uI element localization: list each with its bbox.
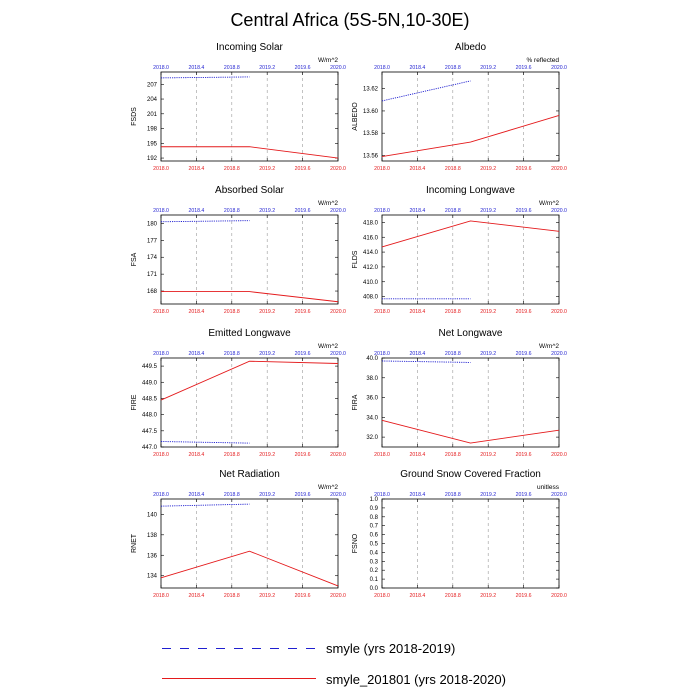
x-tick-label-top: 2018.0	[153, 351, 169, 357]
y-axis-label-flds: FLDS	[352, 250, 359, 269]
x-tick-label-bottom: 2019.6	[515, 593, 532, 599]
y-tick-label: 204	[146, 97, 157, 104]
series-line-smyle-201801-yrs-2018-2020	[382, 115, 559, 156]
x-tick-label-bottom: 2018.8	[444, 309, 461, 315]
x-tick-label-top: 2019.6	[515, 492, 532, 498]
x-tick-label-top: 2018.8	[223, 492, 240, 498]
y-tick-label: 13.56	[362, 153, 378, 160]
x-tick-label-bottom: 2019.2	[259, 452, 276, 458]
y-tick-label: 447.0	[141, 445, 157, 451]
x-tick-label-top: 2020.0	[551, 208, 567, 214]
x-tick-label-top: 2018.8	[444, 492, 461, 498]
x-tick-label-bottom: 2018.0	[374, 166, 390, 172]
panel-title-rnet: Net Radiation	[219, 469, 280, 480]
units-label-flds: W/m^2	[538, 200, 559, 207]
x-tick-label-top: 2018.4	[409, 208, 426, 214]
y-tick-label: 447.5	[141, 428, 157, 435]
panel-fire	[131, 328, 346, 458]
x-tick-label-top: 2019.2	[259, 492, 276, 498]
x-tick-label-bottom: 2020.0	[330, 166, 346, 172]
figure-title: Central Africa (5S-5N,10-30E)	[230, 10, 470, 30]
x-tick-label-bottom: 2020.0	[330, 309, 346, 315]
series-line-smyle-201801-yrs-2018-2020	[161, 551, 338, 586]
x-tick-label-bottom: 2020.0	[551, 452, 567, 458]
x-tick-label-bottom: 2018.4	[409, 166, 426, 172]
x-tick-label-bottom: 2019.6	[294, 452, 311, 458]
panel-title-fsa: Absorbed Solar	[215, 185, 284, 196]
x-tick-label-top: 2018.0	[153, 492, 169, 498]
series-line-smyle-201801-yrs-2018-2020	[161, 361, 338, 400]
y-tick-label: 416.0	[362, 235, 378, 242]
x-tick-label-top: 2018.0	[153, 65, 169, 71]
x-tick-label-bottom: 2020.0	[330, 452, 346, 458]
x-tick-label-bottom: 2019.2	[480, 309, 497, 315]
x-tick-label-bottom: 2019.2	[259, 309, 276, 315]
y-tick-label: 449.5	[141, 364, 157, 371]
x-tick-label-top: 2019.6	[515, 351, 532, 357]
panel-albedo	[352, 42, 567, 172]
y-tick-label: 0.6	[369, 532, 378, 539]
y-axis-label-fire: FIRE	[131, 394, 138, 411]
x-tick-label-top: 2018.8	[444, 208, 461, 214]
x-tick-label-top: 2018.4	[188, 208, 205, 214]
x-tick-label-top: 2018.4	[188, 65, 205, 71]
x-tick-label-top: 2018.0	[374, 492, 390, 498]
x-tick-label-top: 2018.0	[153, 208, 169, 214]
y-tick-label: 0.9	[369, 505, 378, 512]
x-tick-label-top: 2019.2	[259, 208, 276, 214]
panel-fsa	[131, 185, 346, 315]
panel-fsds	[131, 42, 346, 172]
x-tick-label-bottom: 2019.6	[294, 593, 311, 599]
units-label-albedo: % reflected	[526, 57, 559, 64]
y-tick-label: 36.0	[366, 395, 378, 402]
y-tick-label: 207	[146, 82, 157, 89]
y-tick-label: 38.0	[366, 375, 378, 382]
x-tick-label-bottom: 2018.4	[188, 452, 205, 458]
y-tick-label: 410.0	[362, 279, 378, 286]
x-tick-label-bottom: 2020.0	[330, 593, 346, 599]
x-tick-label-top: 2019.6	[515, 65, 532, 71]
x-tick-label-bottom: 2018.0	[374, 593, 390, 599]
x-tick-label-bottom: 2018.4	[188, 593, 205, 599]
panel-title-fsds: Incoming Solar	[216, 42, 283, 53]
y-tick-label: 412.0	[362, 264, 378, 271]
x-tick-label-top: 2020.0	[551, 65, 567, 71]
y-tick-label: 174	[146, 255, 157, 262]
x-tick-label-top: 2018.4	[188, 351, 205, 357]
x-tick-label-top: 2018.4	[409, 351, 426, 357]
y-tick-label: 180	[146, 221, 157, 228]
y-tick-label: 192	[146, 156, 157, 163]
x-tick-label-top: 2018.4	[409, 492, 426, 498]
x-tick-label-bottom: 2018.8	[223, 309, 240, 315]
y-axis-label-albedo: ALBEDO	[352, 102, 359, 131]
x-tick-label-top: 2019.2	[259, 65, 276, 71]
legend-label-smyle-201801: smyle_201801 (yrs 2018-2020)	[326, 672, 506, 687]
y-tick-label: 0.8	[369, 514, 378, 521]
x-tick-label-bottom: 2018.0	[153, 309, 169, 315]
x-tick-label-bottom: 2019.2	[259, 166, 276, 172]
x-tick-label-bottom: 2018.8	[223, 452, 240, 458]
series-line-smyle-yrs-2018-2019	[382, 81, 471, 101]
y-tick-label: 0.1	[369, 577, 378, 584]
x-tick-label-bottom: 2019.2	[480, 166, 497, 172]
x-tick-label-top: 2019.2	[480, 351, 497, 357]
units-label-rnet: W/m^2	[317, 484, 338, 491]
x-tick-label-bottom: 2018.0	[153, 593, 169, 599]
y-tick-label: 0.2	[369, 568, 378, 575]
y-tick-label: 449.0	[141, 380, 157, 387]
x-tick-label-bottom: 2018.0	[374, 452, 390, 458]
x-tick-label-bottom: 2018.0	[153, 452, 169, 458]
plot-frame	[161, 499, 338, 588]
y-tick-label: 0.5	[369, 541, 378, 548]
x-tick-label-bottom: 2018.4	[409, 452, 426, 458]
y-tick-label: 34.0	[366, 415, 378, 422]
x-tick-label-bottom: 2018.4	[188, 309, 205, 315]
x-tick-label-top: 2018.8	[444, 351, 461, 357]
x-tick-label-top: 2020.0	[330, 351, 346, 357]
y-tick-label: 0.4	[369, 550, 378, 557]
x-tick-label-top: 2020.0	[330, 208, 346, 214]
units-label-fsds: W/m^2	[317, 57, 338, 64]
panel-flds	[352, 185, 567, 315]
panel-rnet	[131, 469, 346, 599]
x-tick-label-top: 2018.0	[374, 351, 390, 357]
series-line-smyle-201801-yrs-2018-2020	[382, 420, 559, 443]
x-tick-label-top: 2020.0	[551, 351, 567, 357]
x-tick-label-top: 2018.8	[444, 65, 461, 71]
y-tick-label: 418.0	[362, 220, 378, 227]
y-tick-label: 40.0	[366, 356, 378, 362]
plot-frame	[382, 72, 559, 161]
x-tick-label-bottom: 2018.0	[374, 309, 390, 315]
x-tick-label-bottom: 2018.0	[153, 166, 169, 172]
x-tick-label-bottom: 2018.4	[188, 166, 205, 172]
plot-frame	[382, 499, 559, 588]
x-tick-label-bottom: 2019.2	[259, 593, 276, 599]
x-tick-label-top: 2019.6	[515, 208, 532, 214]
legend-label-smyle: smyle (yrs 2018-2019)	[326, 641, 456, 656]
units-label-fsa: W/m^2	[317, 200, 338, 207]
y-tick-label: 138	[146, 532, 157, 539]
x-tick-label-top: 2020.0	[330, 492, 346, 498]
y-axis-label-fsno: FSNO	[352, 533, 359, 554]
y-tick-label: 0.7	[369, 523, 378, 530]
x-tick-label-bottom: 2020.0	[551, 309, 567, 315]
plot-frame	[161, 72, 338, 161]
y-axis-label-fsa: FSA	[131, 252, 138, 267]
panel-title-flds: Incoming Longwave	[426, 185, 515, 196]
panel-title-fsno: Ground Snow Covered Fraction	[400, 469, 541, 480]
y-tick-label: 32.0	[366, 435, 378, 442]
panel-title-albedo: Albedo	[454, 42, 487, 53]
series-line-smyle-201801-yrs-2018-2020	[161, 292, 338, 302]
series-line-smyle-yrs-2018-2019	[161, 504, 250, 506]
x-tick-label-bottom: 2019.6	[294, 309, 311, 315]
units-label-fira: W/m^2	[538, 343, 559, 350]
y-tick-label: 0.3	[369, 559, 378, 566]
x-tick-label-bottom: 2018.4	[409, 309, 426, 315]
x-tick-label-top: 2019.2	[480, 65, 497, 71]
x-tick-label-top: 2018.4	[188, 492, 205, 498]
units-label-fsno: unitless	[536, 484, 559, 491]
series-line-smyle-yrs-2018-2019	[161, 77, 250, 78]
x-tick-label-top: 2019.2	[480, 492, 497, 498]
x-tick-label-top: 2019.6	[294, 492, 311, 498]
x-tick-label-bottom: 2018.8	[444, 593, 461, 599]
y-tick-label: 136	[146, 553, 157, 560]
y-tick-label: 448.0	[141, 412, 157, 419]
x-tick-label-top: 2018.0	[374, 65, 390, 71]
x-tick-label-top: 2018.0	[374, 208, 390, 214]
x-tick-label-top: 2019.6	[294, 208, 311, 214]
units-label-fire: W/m^2	[317, 343, 338, 350]
panels	[131, 42, 567, 599]
y-tick-label: 168	[146, 289, 157, 296]
x-tick-label-bottom: 2020.0	[551, 166, 567, 172]
panel-title-fire: Emitted Longwave	[208, 328, 291, 339]
series-line-smyle-yrs-2018-2019	[161, 442, 250, 444]
x-tick-label-bottom: 2019.6	[515, 166, 532, 172]
series-line-smyle-yrs-2018-2019	[382, 361, 471, 362]
x-tick-label-bottom: 2018.4	[409, 593, 426, 599]
x-tick-label-top: 2020.0	[330, 65, 346, 71]
x-tick-label-top: 2019.2	[480, 208, 497, 214]
panel-fira	[352, 328, 567, 458]
y-tick-label: 140	[146, 512, 157, 519]
legend	[162, 641, 506, 687]
x-tick-label-top: 2019.6	[294, 351, 311, 357]
x-tick-label-top: 2019.6	[294, 65, 311, 71]
y-tick-label: 1.0	[369, 497, 378, 503]
y-tick-label: 198	[146, 126, 157, 133]
y-tick-label: 13.60	[362, 108, 378, 115]
y-tick-label: 177	[146, 238, 157, 245]
x-tick-label-top: 2020.0	[551, 492, 567, 498]
y-tick-label: 408.0	[362, 294, 378, 301]
x-tick-label-bottom: 2019.2	[480, 452, 497, 458]
y-axis-label-rnet: RNET	[131, 533, 138, 554]
panel-fsno	[352, 469, 567, 599]
series-line-smyle-yrs-2018-2019	[161, 221, 250, 222]
plot-frame	[161, 215, 338, 304]
x-tick-label-bottom: 2020.0	[551, 593, 567, 599]
y-axis-label-fira: FIRA	[352, 394, 359, 411]
y-tick-label: 414.0	[362, 250, 378, 257]
y-axis-label-fsds: FSDS	[131, 107, 138, 126]
x-tick-label-top: 2018.8	[223, 65, 240, 71]
x-tick-label-bottom: 2019.2	[480, 593, 497, 599]
x-tick-label-bottom: 2018.8	[223, 166, 240, 172]
y-tick-label: 0.0	[369, 586, 378, 592]
y-tick-label: 195	[146, 141, 157, 148]
x-tick-label-bottom: 2018.8	[223, 593, 240, 599]
y-tick-label: 13.62	[362, 86, 378, 93]
panel-title-fira: Net Longwave	[438, 328, 503, 339]
x-tick-label-bottom: 2019.6	[294, 166, 311, 172]
y-tick-label: 171	[146, 272, 157, 279]
x-tick-label-top: 2018.8	[223, 351, 240, 357]
x-tick-label-top: 2018.8	[223, 208, 240, 214]
x-tick-label-top: 2019.2	[259, 351, 276, 357]
x-tick-label-bottom: 2018.8	[444, 452, 461, 458]
y-tick-label: 448.5	[141, 396, 157, 403]
x-tick-label-bottom: 2019.6	[515, 452, 532, 458]
series-line-smyle-201801-yrs-2018-2020	[382, 221, 559, 247]
x-tick-label-bottom: 2019.6	[515, 309, 532, 315]
y-tick-label: 134	[146, 573, 157, 580]
x-tick-label-bottom: 2018.8	[444, 166, 461, 172]
y-tick-label: 13.58	[362, 131, 378, 138]
plot-frame	[161, 358, 338, 447]
y-tick-label: 201	[146, 111, 157, 118]
x-tick-label-top: 2018.4	[409, 65, 426, 71]
series-line-smyle-201801-yrs-2018-2020	[161, 147, 338, 158]
